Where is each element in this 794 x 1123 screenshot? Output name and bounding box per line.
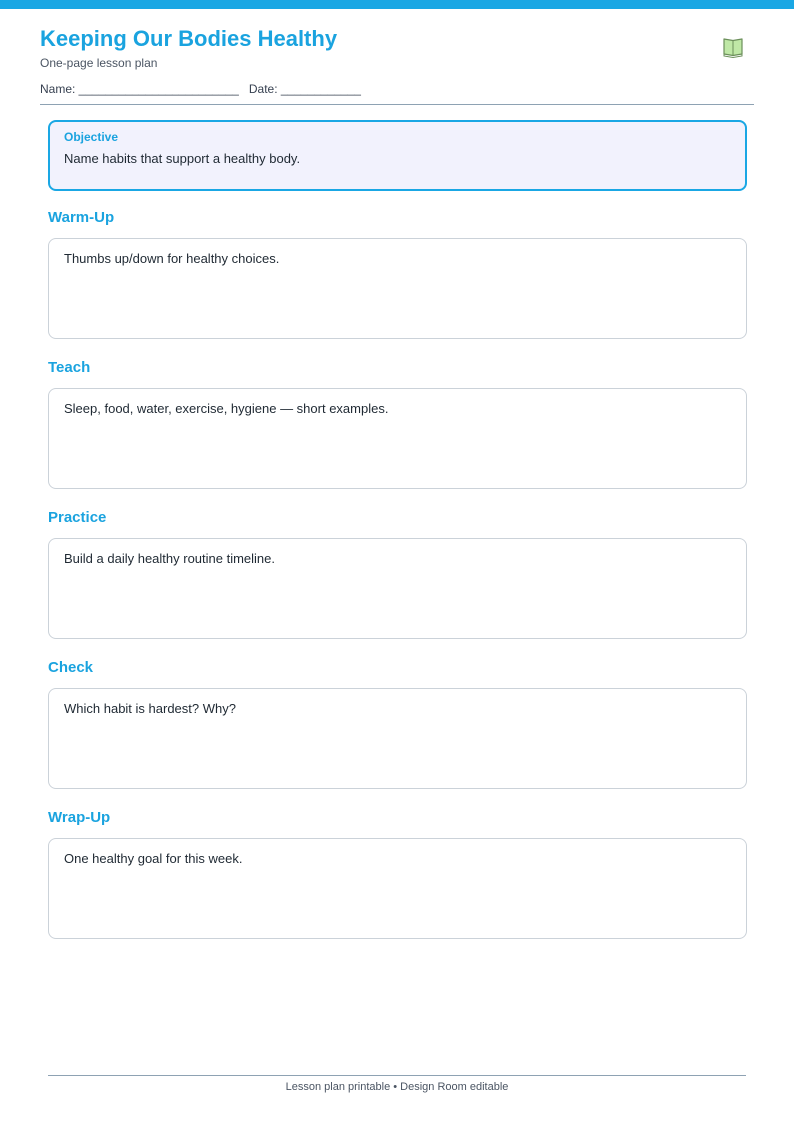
section-box-teach [48,388,747,489]
section-heading-teach: Teach [48,359,91,376]
section-box-check [48,688,747,789]
section-heading-wrap-up: Wrap-Up [48,809,111,826]
objective-box [48,120,747,191]
section-text-teach: Sleep, food, water, exercise, hygiene — short examples. [64,401,389,416]
section-heading-check: Check [48,659,94,676]
section-text-wrap-up: One healthy goal for this week. [64,851,243,866]
name-date-row [40,82,361,96]
objective-label: Objective [64,130,119,144]
book-icon [721,35,745,59]
objective-text: Name habits that support a healthy body. [64,151,301,166]
footer-text: Lesson plan printable • Design Room editable [285,1081,509,1093]
footer-divider [48,1075,746,1076]
section-text-warm-up: Thumbs up/down for healthy choices. [64,251,280,266]
section-box-wrap-up [48,838,747,939]
page-title: Keeping Our Bodies Healthy [40,26,338,51]
section-text-check: Which habit is hardest? Why? [64,701,236,716]
page-subtitle: One-page lesson plan [40,56,158,70]
section-box-practice [48,538,747,639]
section-heading-warm-up: Warm-Up [48,209,115,226]
date-field[interactable]: Date: ____________ [248,82,361,96]
header-divider [40,104,754,105]
section-text-practice: Build a daily healthy routine timeline. [64,551,276,566]
top-accent-bar [0,0,794,9]
section-box-warm-up [48,238,747,339]
section-heading-practice: Practice [48,509,107,526]
name-field[interactable]: Name: ________________________ [40,82,239,96]
